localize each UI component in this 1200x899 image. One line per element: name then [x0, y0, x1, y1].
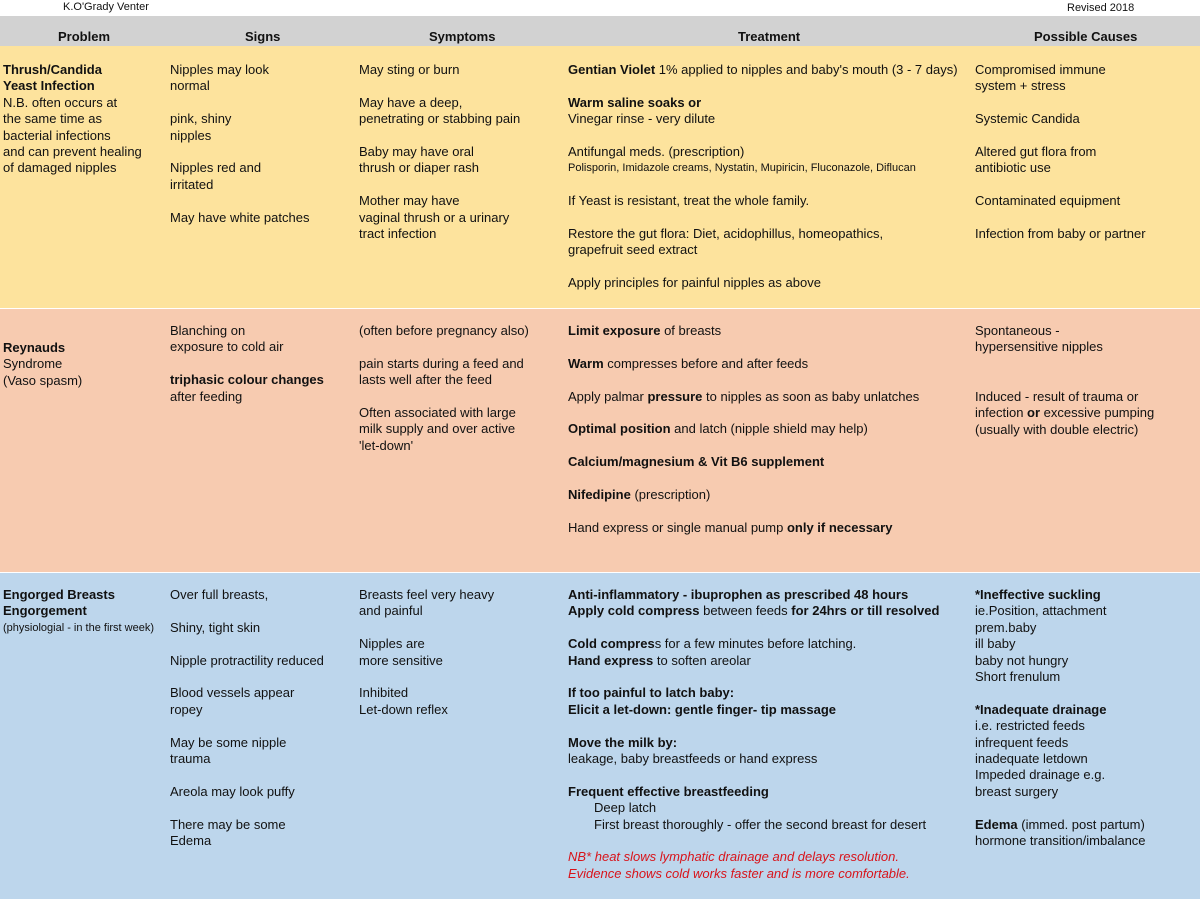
cause-text: ill baby	[975, 636, 1016, 652]
sign-text: trauma	[170, 751, 211, 766]
sign-text: Blanching on	[170, 323, 246, 338]
treatment-text: First breast thoroughly - offer the second breast for desert	[594, 816, 927, 832]
sign-text: May have white patches	[170, 209, 310, 225]
cause-text: Systemic Candida	[975, 111, 1080, 127]
cause-text: (immed. post partum)	[1017, 816, 1145, 832]
engorged-signs	[170, 587, 324, 849]
treatment-bold: Elicit a let-down: gentle finger- tip massage	[568, 701, 836, 717]
cause-bold: or	[1027, 405, 1041, 421]
cause-bold: Edema	[975, 816, 1018, 832]
cause-text: Short frenulum	[975, 669, 1061, 685]
treatment-medications: Polisporin, Imidazole creams, Nystatin, Mupiricin, Fluconazole, Diflucan	[568, 162, 916, 175]
engorged-problem	[3, 587, 154, 636]
cause-text: (usually with double electric)	[975, 421, 1139, 437]
sign-text: Edema	[170, 833, 212, 848]
treatment-text: Apply palmar	[568, 388, 648, 404]
sign-text: Nipple protractility reduced	[170, 652, 324, 668]
problem-text: (Vaso spasm)	[3, 372, 83, 388]
cause-text: Contaminated equipment	[975, 193, 1121, 209]
author-label: K.O'Grady Venter	[63, 1, 149, 13]
treatment-text: 1% applied to nipples and baby's mouth (3 - 7 days)	[655, 62, 958, 77]
treatment-text: of breasts	[660, 323, 722, 338]
engorged-causes	[975, 587, 1146, 849]
sign-text: nipples	[170, 127, 212, 143]
sign-text: irritated	[170, 176, 214, 192]
treatment-text: grapefruit seed extract	[568, 242, 698, 258]
treatment-bold: Limit exposure	[568, 323, 661, 338]
symptom-text: more sensitive	[359, 652, 443, 668]
problem-title: Reynauds	[3, 340, 66, 355]
nb-note: NB* heat slows lymphatic drainage and delays resolution.	[568, 849, 899, 865]
reynauds-problem	[3, 340, 82, 389]
treatment-text: Apply principles for painful nipples as above	[568, 275, 821, 291]
cause-heading: *Inadequate drainage	[975, 701, 1107, 717]
treatment-text: If Yeast is resistant, treat the whole family.	[568, 193, 810, 209]
symptom-text: thrush or diaper rash	[359, 160, 479, 176]
header-treatment: Treatment	[738, 29, 801, 44]
treatment-bold: only if necessary	[786, 519, 893, 535]
symptom-text: May sting or burn	[359, 62, 460, 77]
symptom-text: Mother may have	[359, 193, 460, 209]
sign-text: Areola may look puffy	[170, 783, 295, 799]
symptom-text: Often associated with large	[359, 405, 516, 420]
symptom-text: penetrating or stabbing pain	[359, 111, 521, 127]
sign-text: Shiny, tight skin	[170, 619, 261, 635]
problem-subtitle: Engorgement	[3, 603, 87, 619]
row-engorged	[0, 573, 1200, 899]
header-symptoms: Symptoms	[429, 29, 496, 44]
sign-bold: triphasic colour changes	[170, 372, 324, 388]
treatment-text: to nipples as soon as baby unlatches	[702, 388, 920, 404]
cause-text: antibiotic use	[975, 160, 1051, 176]
cause-text: Infection from baby or partner	[975, 226, 1146, 241]
problem-subtitle: Yeast Infection	[3, 78, 95, 94]
treatment-bold: Nifedipine	[568, 486, 631, 502]
treatment-text: s for a few minutes before latching.	[654, 636, 857, 652]
header-problem: Problem	[58, 29, 111, 44]
cause-text: Spontaneous -	[975, 323, 1060, 338]
symptom-text: lasts well after the feed	[359, 372, 492, 388]
table-header	[0, 16, 1200, 46]
engorged-symptoms	[359, 587, 494, 718]
treatment-text: Hand express or single manual pump	[568, 519, 787, 535]
treatment-bold: for 24hrs or till resolved	[791, 603, 940, 619]
header-signs: Signs	[245, 29, 281, 44]
treatment-text: leakage, baby breastfeeds or hand express	[568, 751, 818, 767]
cause-heading: *Ineffective suckling	[975, 587, 1101, 602]
reynauds-treatment	[568, 323, 919, 536]
symptom-text: Baby may have oral	[359, 144, 474, 159]
sign-text: May be some nipple	[170, 734, 287, 750]
symptom-text: Let-down reflex	[359, 701, 448, 717]
sign-text: exposure to cold air	[170, 339, 284, 355]
symptom-text: milk supply and over active	[359, 421, 516, 437]
problem-note: the same time as	[3, 111, 102, 127]
nb-note: Evidence shows cold works faster and is more comfortable.	[568, 865, 910, 881]
treatment-bold: Warm saline soaks or	[568, 94, 702, 110]
problem-note: (physiologial - in the first week)	[3, 621, 155, 634]
cause-text: infrequent feeds	[975, 734, 1069, 750]
treatment-bold: Frequent effective breastfeeding	[568, 783, 769, 799]
symptom-text: pain starts during a feed and	[359, 355, 524, 371]
reynauds-symptoms	[359, 323, 529, 454]
cause-text: system + stress	[975, 78, 1066, 94]
treatment-text: between feeds	[699, 603, 792, 619]
treatment-bold: Apply cold compress	[568, 603, 700, 619]
thrush-signs	[170, 62, 309, 226]
symptom-text: Nipples are	[359, 636, 425, 652]
symptom-text: Inhibited	[359, 685, 409, 701]
reynauds-signs	[170, 323, 324, 405]
treatment-bold: Anti-inflammatory - ibuprophen as prescribed 48 hours	[568, 587, 909, 602]
treatment-bold: Hand express	[568, 652, 654, 668]
treatment-bold: Move the milk by:	[568, 734, 678, 750]
cause-text: hormone transition/imbalance	[975, 833, 1146, 849]
sign-text: Nipples red and	[170, 160, 262, 176]
sign-text: Blood vessels appear	[170, 685, 295, 701]
problem-title: Thrush/Candida	[3, 62, 102, 77]
treatment-bold: Optimal position	[568, 421, 671, 437]
cause-text: excessive pumping	[1040, 405, 1155, 421]
treatment-bold: If too painful to latch baby:	[568, 685, 735, 701]
problem-note: bacterial infections	[3, 127, 111, 143]
sign-text: Nipples may look	[170, 62, 269, 77]
treatment-bold: Warm	[568, 355, 604, 371]
cause-text: i.e. restricted feeds	[975, 718, 1085, 734]
treatment-bold: Gentian Violet	[568, 62, 656, 77]
cause-text: inadequate letdown	[975, 751, 1088, 767]
symptom-text: vaginal thrush or a urinary	[359, 209, 510, 225]
symptom-text: (often before pregnancy also)	[359, 323, 529, 338]
treatment-text: Antifungal meds. (prescription)	[568, 144, 745, 159]
problem-text: Syndrome	[3, 356, 63, 372]
reynauds-causes	[975, 323, 1154, 438]
cause-text: Compromised immune	[975, 62, 1106, 77]
cause-text: prem.baby	[975, 619, 1037, 635]
cause-text: Altered gut flora from	[975, 144, 1097, 159]
sign-text: Over full breasts,	[170, 587, 269, 602]
problem-title: Engorged Breasts	[3, 587, 115, 602]
symptom-text: May have a deep,	[359, 94, 463, 110]
treatment-text: compresses before and after feeds	[603, 355, 809, 371]
cause-text: hypersensitive nipples	[975, 339, 1103, 355]
cause-text: infection	[975, 405, 1028, 421]
thrush-problem	[3, 62, 142, 177]
sign-text: normal	[170, 78, 210, 94]
treatment-bold: pressure	[647, 388, 703, 404]
header-causes: Possible Causes	[1034, 29, 1138, 44]
symptom-text: Breasts feel very heavy	[359, 587, 495, 602]
treatment-bold: Cold compres	[568, 636, 655, 652]
thrush-symptoms	[359, 62, 520, 242]
sign-text: pink, shiny	[170, 111, 232, 127]
treatment-text: Deep latch	[594, 800, 657, 816]
treatment-text: Vinegar rinse - very dilute	[568, 111, 716, 127]
sign-text: There may be some	[170, 816, 286, 832]
cause-text: Induced - result of trauma or	[975, 388, 1139, 404]
symptom-text: tract infection	[359, 226, 437, 242]
treatment-bold: Calcium/magnesium & Vit B6 supplement	[568, 454, 825, 470]
sign-text: ropey	[170, 701, 203, 717]
problem-note: and can prevent healing	[3, 144, 142, 160]
thrush-causes	[975, 62, 1146, 242]
cause-text: Impeded drainage e.g.	[975, 767, 1106, 783]
sign-text: after feeding	[170, 388, 243, 404]
row-thrush	[0, 46, 1200, 308]
cause-text: baby not hungry	[975, 652, 1069, 668]
treatment-text: to soften areolar	[653, 652, 751, 668]
row-reynauds	[0, 309, 1200, 572]
symptom-text: 'let-down'	[359, 437, 414, 453]
problem-note: of damaged nipples	[3, 160, 117, 176]
top-bar	[0, 0, 1200, 16]
treatment-text: Restore the gut flora: Diet, acidophillus, homeopathics,	[568, 226, 884, 241]
revised-label: Revised 2018	[1067, 2, 1135, 14]
treatment-text: and latch (nipple shield may help)	[670, 421, 868, 437]
symptom-text: and painful	[359, 603, 423, 619]
cause-text: ie.Position, attachment	[975, 603, 1107, 619]
thrush-treatment	[568, 62, 958, 292]
engorged-treatment	[568, 587, 939, 882]
problem-note: N.B. often occurs at	[3, 94, 118, 110]
treatment-text: (prescription)	[630, 486, 711, 502]
cause-text: breast surgery	[975, 783, 1059, 799]
